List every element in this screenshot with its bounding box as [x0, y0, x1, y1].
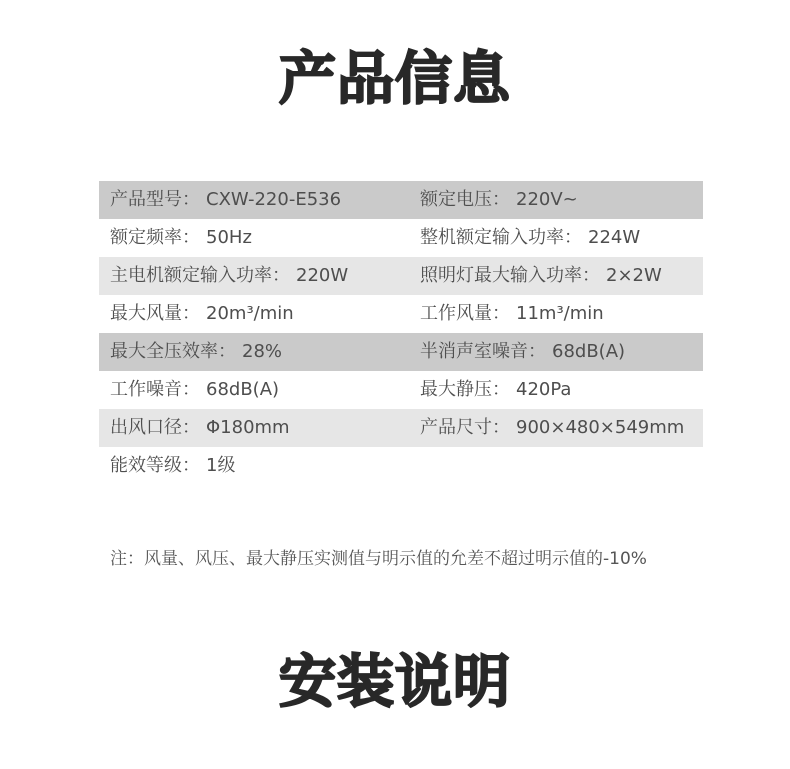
spec-value: 220V~: [516, 189, 578, 210]
spec-label: 工作噪音：: [110, 379, 200, 400]
spec-row: [99, 371, 703, 409]
spec-cell-left: [99, 371, 410, 409]
spec-value: 420Pa: [516, 379, 572, 400]
spec-label: 最大全压效率：: [110, 341, 236, 362]
spec-label: 出风口径：: [110, 417, 200, 438]
product-info-title: 产品信息: [279, 46, 511, 112]
spec-row: [99, 181, 703, 219]
spec-label: 最大静压：: [420, 379, 510, 400]
tolerance-note: 注：风量、风压、最大静压实测值与明示值的允差不超过明示值的-10%: [110, 549, 647, 569]
spec-table: [99, 181, 703, 485]
spec-cell-right: [410, 333, 703, 371]
spec-value: 11m³/min: [516, 303, 604, 324]
spec-cell-right: [410, 447, 703, 485]
spec-label: 能效等级：: [110, 455, 200, 476]
spec-label: 照明灯最大输入功率：: [420, 265, 600, 286]
spec-label: 产品尺寸：: [420, 417, 510, 438]
spec-value: Φ180mm: [206, 417, 290, 438]
spec-value: 900×480×549mm: [516, 417, 685, 438]
spec-value: 220W: [296, 265, 349, 286]
spec-cell-left: [99, 181, 410, 219]
spec-cell-left: [99, 257, 410, 295]
spec-row: [99, 295, 703, 333]
spec-row: [99, 333, 703, 371]
spec-value: 50Hz: [206, 227, 252, 248]
spec-value: 20m³/min: [206, 303, 294, 324]
spec-cell-right: [410, 257, 703, 295]
spec-value: 68dB(A): [552, 341, 626, 362]
spec-cell-right: [410, 371, 703, 409]
spec-label: 半消声室噪音：: [420, 341, 546, 362]
spec-row: [99, 447, 703, 485]
spec-label: 整机额定输入功率：: [420, 227, 582, 248]
spec-cell-right: [410, 409, 703, 447]
spec-row: [99, 257, 703, 295]
spec-cell-left: [99, 295, 410, 333]
spec-label: 额定电压：: [420, 189, 510, 210]
spec-value: 1级: [206, 455, 236, 476]
spec-label: 额定频率：: [110, 227, 200, 248]
spec-label: 产品型号：: [110, 189, 200, 210]
spec-cell-left: [99, 333, 410, 371]
spec-value: 68dB(A): [206, 379, 280, 400]
spec-value: 2×2W: [606, 265, 662, 286]
spec-cell-right: [410, 295, 703, 333]
spec-row: [99, 219, 703, 257]
spec-label: 主电机额定输入功率：: [110, 265, 290, 286]
spec-label: 最大风量：: [110, 303, 200, 324]
spec-cell-right: [410, 219, 703, 257]
spec-cell-right: [410, 181, 703, 219]
spec-cell-left: [99, 409, 410, 447]
spec-value: CXW-220-E536: [206, 189, 342, 210]
spec-cell-left: [99, 219, 410, 257]
spec-row: [99, 409, 703, 447]
installation-title: 安装说明: [279, 649, 511, 715]
spec-value: 224W: [588, 227, 641, 248]
spec-cell-left: [99, 447, 410, 485]
spec-label: 工作风量：: [420, 303, 510, 324]
spec-value: 28%: [242, 341, 283, 362]
